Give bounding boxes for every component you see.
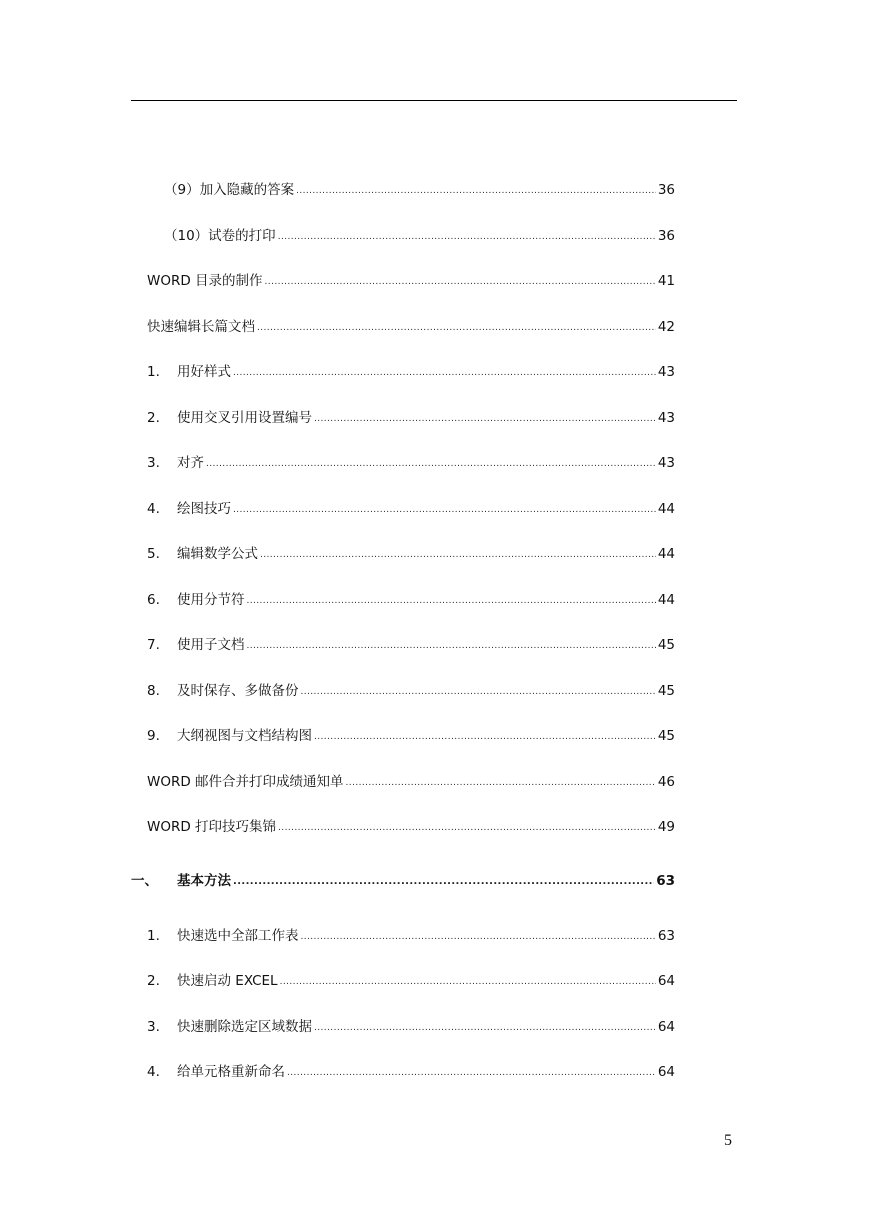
- toc-entry-page: 46: [657, 774, 675, 790]
- toc-entry-number: 1.: [147, 928, 160, 944]
- toc-entry-title: 快速启动 EXCEL: [177, 973, 278, 989]
- toc-leader-dots: [265, 270, 656, 290]
- toc-leader-dots: [287, 1061, 656, 1081]
- toc-entry[interactable]: [147, 817, 675, 837]
- toc-entry-number: 一、: [131, 873, 158, 889]
- toc-leader-dots: [247, 634, 656, 654]
- toc-entry-page: 45: [657, 637, 675, 653]
- toc-leader-dots: [278, 225, 656, 245]
- toc-entry-title: （9）加入隐藏的答案: [164, 182, 295, 198]
- toc-entry-title: WORD 目录的制作: [147, 273, 263, 289]
- toc-entry[interactable]: [147, 772, 675, 792]
- toc-entry-page: 44: [657, 592, 675, 608]
- toc-entry-page: 64: [657, 1064, 675, 1080]
- toc-leader-dots: [233, 361, 656, 381]
- toc-entry-page: 43: [657, 364, 675, 380]
- toc-entry-page: 64: [657, 973, 675, 989]
- toc-entry-page: 45: [657, 728, 675, 744]
- toc-entry-page: 63: [657, 928, 675, 944]
- toc-entry-page: 36: [657, 228, 675, 244]
- toc-entry-title: WORD 打印技巧集锦: [147, 819, 277, 835]
- toc-entry[interactable]: [147, 453, 675, 473]
- toc-entry-number: 2.: [147, 410, 160, 426]
- toc-entry-title: 快速选中全部工作表: [177, 928, 299, 944]
- toc-leader-dots: [314, 1016, 656, 1036]
- toc-entry-page: 42: [657, 319, 675, 335]
- toc-leader-dots: [247, 589, 656, 609]
- toc-entry-page: 36: [657, 182, 675, 198]
- toc-entry-page: 43: [657, 455, 675, 471]
- toc-leader-dots: [314, 725, 656, 745]
- toc-leader-dots: [296, 179, 656, 199]
- toc-entry-page: 64: [657, 1019, 675, 1035]
- toc-entry[interactable]: [147, 635, 675, 655]
- toc-entry[interactable]: [147, 271, 675, 291]
- toc-entry-title: 快速编辑长篇文档: [147, 319, 255, 335]
- toc-entry[interactable]: [147, 544, 675, 564]
- toc-entry[interactable]: [147, 726, 675, 746]
- toc-entry-title: 使用分节符: [177, 592, 245, 608]
- toc-entry-number: 2.: [147, 973, 160, 989]
- toc-entry-page: 44: [657, 546, 675, 562]
- toc-entry[interactable]: [147, 362, 675, 382]
- toc-entry-title: 用好样式: [177, 364, 231, 380]
- toc-leader-dots: [346, 771, 656, 791]
- toc-entry-number: 1.: [147, 364, 160, 380]
- toc-entry-page: 43: [657, 410, 675, 426]
- toc-entry[interactable]: [147, 499, 675, 519]
- toc-entry[interactable]: [147, 1017, 675, 1037]
- toc-entry[interactable]: [147, 1062, 675, 1082]
- toc-entry-title: 使用子文档: [177, 637, 245, 653]
- toc-entry-title: 绘图技巧: [177, 501, 231, 517]
- toc-entry-title: （10）试卷的打印: [164, 228, 276, 244]
- toc-leader-dots: [280, 970, 656, 990]
- toc-entry[interactable]: [147, 971, 675, 991]
- toc-entry-page: 41: [657, 273, 675, 289]
- toc-entry-number: 7.: [147, 637, 160, 653]
- toc-entry-number: 3.: [147, 1019, 160, 1035]
- toc-entry-title: 及时保存、多做备份: [177, 683, 299, 699]
- toc-leader-dots: [301, 925, 656, 945]
- toc-entry-title: 对齐: [177, 455, 204, 471]
- toc-entry-title: WORD 邮件合并打印成绩通知单: [147, 774, 344, 790]
- toc-entry-number: 4.: [147, 501, 160, 517]
- toc-entry[interactable]: [147, 681, 675, 701]
- page-number: 5: [724, 1132, 732, 1149]
- toc-entry[interactable]: [147, 317, 675, 337]
- toc-entry-title: 编辑数学公式: [177, 546, 258, 562]
- toc-leader-dots: [260, 543, 656, 563]
- toc-entry-title: 基本方法: [177, 873, 231, 889]
- toc-entry-number: 4.: [147, 1064, 160, 1080]
- toc-leader-dots: [278, 816, 656, 836]
- toc-entry-number: 8.: [147, 683, 160, 699]
- toc-leader-dots: [257, 316, 656, 336]
- toc-entry[interactable]: [164, 226, 675, 246]
- toc-entry[interactable]: [147, 590, 675, 610]
- toc-entry-title: 给单元格重新命名: [177, 1064, 285, 1080]
- toc-leader-dots: [233, 498, 656, 518]
- toc-entry-page: 63: [656, 873, 675, 889]
- toc-entry-number: 3.: [147, 455, 160, 471]
- toc-entry-title: 快速删除选定区域数据: [177, 1019, 312, 1035]
- toc-entry-page: 45: [657, 683, 675, 699]
- toc-entry-page: 44: [657, 501, 675, 517]
- toc-section-heading[interactable]: [131, 871, 675, 891]
- toc-entry-number: 9.: [147, 728, 160, 744]
- toc-entry[interactable]: [147, 408, 675, 428]
- toc-entry-page: 49: [657, 819, 675, 835]
- toc-entry[interactable]: [164, 180, 675, 200]
- toc-leader-dots: [301, 680, 656, 700]
- toc-entry-number: 6.: [147, 592, 160, 608]
- toc-entry-number: 5.: [147, 546, 160, 562]
- toc-entry[interactable]: [147, 926, 675, 946]
- toc-entry-title: 使用交叉引用设置编号: [177, 410, 312, 426]
- toc-leader-dots: [314, 407, 656, 427]
- toc-entry-title: 大纲视图与文档结构图: [177, 728, 312, 744]
- toc-leader-dots: [206, 452, 656, 472]
- toc-leader-dots: [233, 870, 654, 890]
